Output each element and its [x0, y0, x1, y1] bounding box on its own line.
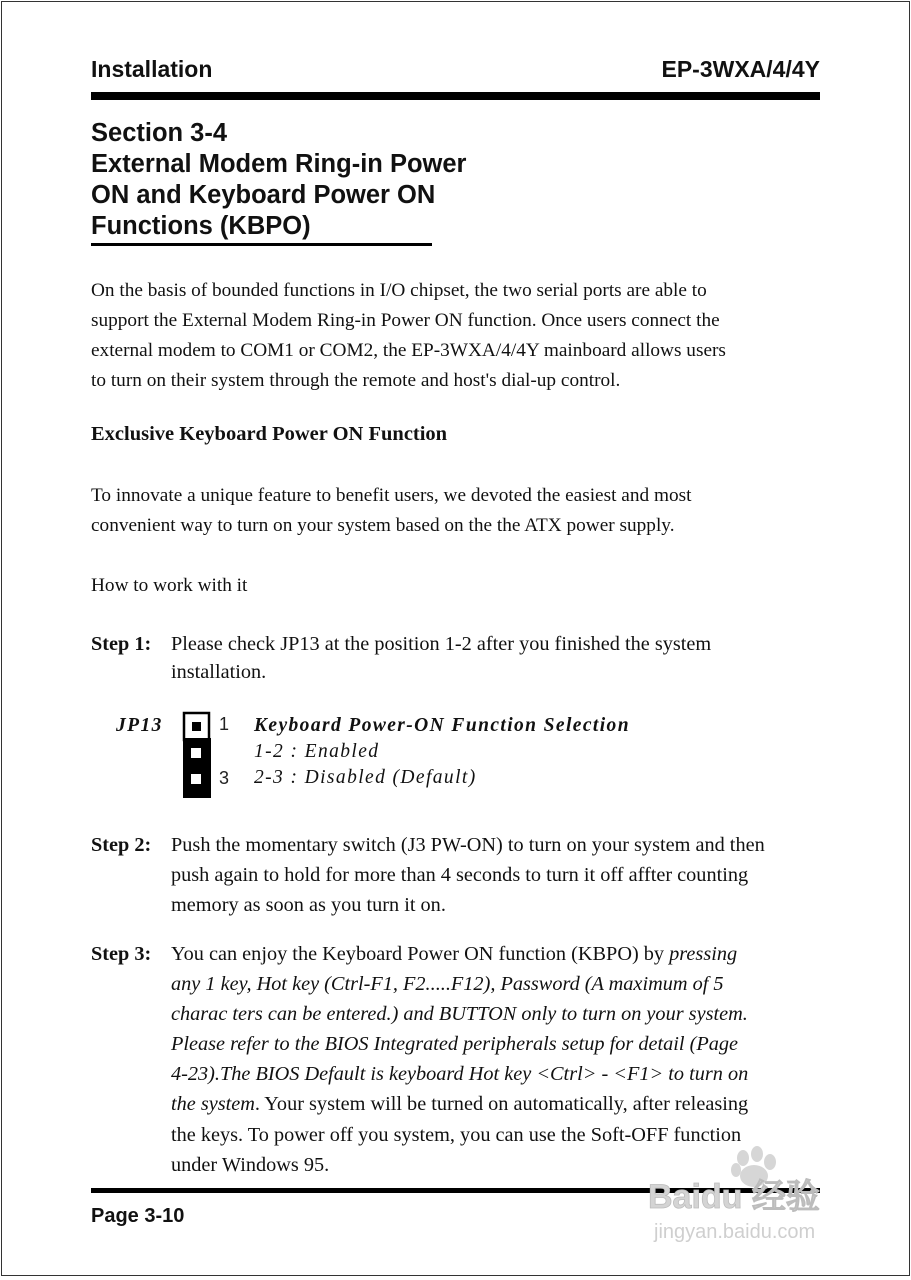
svg-text:jingyan.baidu.com: jingyan.baidu.com [654, 1221, 816, 1243]
text-run-italic: pressing [669, 943, 738, 965]
step-label: Step 2: [91, 834, 152, 856]
text-line: the keys. To power off you system, you can use the Soft-OFF function [171, 1123, 742, 1146]
section-title-line: Section 3-4 [91, 119, 228, 147]
pin-2 [191, 748, 201, 758]
pin-label-1: 1 [219, 714, 230, 734]
text-line: convenient way to turn on your system based on the the ATX power supply. [91, 515, 675, 536]
header-section-name: Installation [91, 56, 213, 82]
text-line: Please check JP13 at the position 1-2 after you finished the system [171, 633, 712, 655]
subheading: Exclusive Keyboard Power ON Function [91, 423, 448, 445]
header-model-name: EP-3WXA/4/4Y [661, 56, 820, 82]
text-line-italic: Please refer to the BIOS Integrated peripherals setup for detail (Page [171, 1033, 739, 1056]
text-line: under Windows 95. [171, 1153, 330, 1176]
jumper-pins-icon [182, 710, 212, 800]
baidu-watermark-logo [640, 1140, 870, 1250]
section-title [91, 118, 466, 242]
text-line: How to work with it [91, 575, 248, 596]
text-line: On the basis of bounded functions in I/O chipset, the two serial ports are able to [91, 280, 707, 301]
pin-3 [191, 774, 201, 784]
text-line-italic: any 1 key, Hot key (Ctrl-F1, F2.....F12), Password (A maximum of 5 [171, 973, 724, 996]
text-line: support the External Modem Ring-in Power ON function. Once users connect the [91, 310, 720, 331]
text-run: . Your system will be turned on automatically, after releasing [254, 1093, 749, 1116]
text-line: external modem to COM1 or COM2, the EP-3WXA/4/4Y mainboard allows users [91, 340, 726, 361]
text-line-italic: charac ters can be entered.) and BUTTON only to turn on your system. [171, 1003, 748, 1026]
text-run-italic: the system [171, 1093, 255, 1116]
jumper-option-enabled: 1-2 : Enabled [254, 741, 380, 762]
step-body [171, 830, 765, 920]
intro-paragraph [91, 276, 726, 396]
text-run: You can enjoy the Keyboard Power ON function (KBPO) by [171, 943, 670, 965]
step-label: Step 1: [91, 633, 152, 655]
jumper-option-disabled: 2-3 : Disabled (Default) [254, 767, 477, 788]
text-line: push again to hold for more than 4 seconds to turn it off affter counting [171, 864, 749, 886]
jumper-function-title: Keyboard Power-ON Function Selection [254, 715, 630, 736]
step-body [171, 630, 711, 686]
text-line: to turn on their system through the remote and host's dial-up control. [91, 370, 621, 391]
jumper-cap [183, 738, 211, 798]
section-title-line: ON and Keyboard Power ON [91, 181, 436, 209]
pin-1 [192, 722, 201, 731]
header-rule [91, 92, 820, 100]
title-underline [91, 243, 432, 246]
text-line: installation. [171, 661, 267, 683]
text-line [171, 1089, 748, 1119]
step-label: Step 3: [91, 943, 152, 965]
text-line: Push the momentary switch (J3 PW-ON) to turn on your system and then [171, 834, 765, 856]
section-title-line: External Modem Ring-in Power [91, 150, 467, 178]
how-to-line [91, 571, 247, 601]
section-title-line: Functions (KBPO) [91, 212, 311, 240]
page-number: Page 3-10 [91, 1205, 185, 1227]
pin-label-3: 3 [219, 768, 230, 788]
text-line: To innovate a unique feature to benefit users, we devoted the easiest and most [91, 485, 692, 506]
text-line [171, 939, 748, 969]
svg-text:Baidu 经验: Baidu 经验 [648, 1178, 820, 1216]
jumper-name: JP13 [116, 715, 163, 736]
feature-paragraph [91, 481, 691, 541]
text-line-italic: 4-23).The BIOS Default is keyboard Hot key <Ctrl> - <F1> to turn on [171, 1063, 749, 1086]
text-line: memory as soon as you turn it on. [171, 894, 446, 916]
